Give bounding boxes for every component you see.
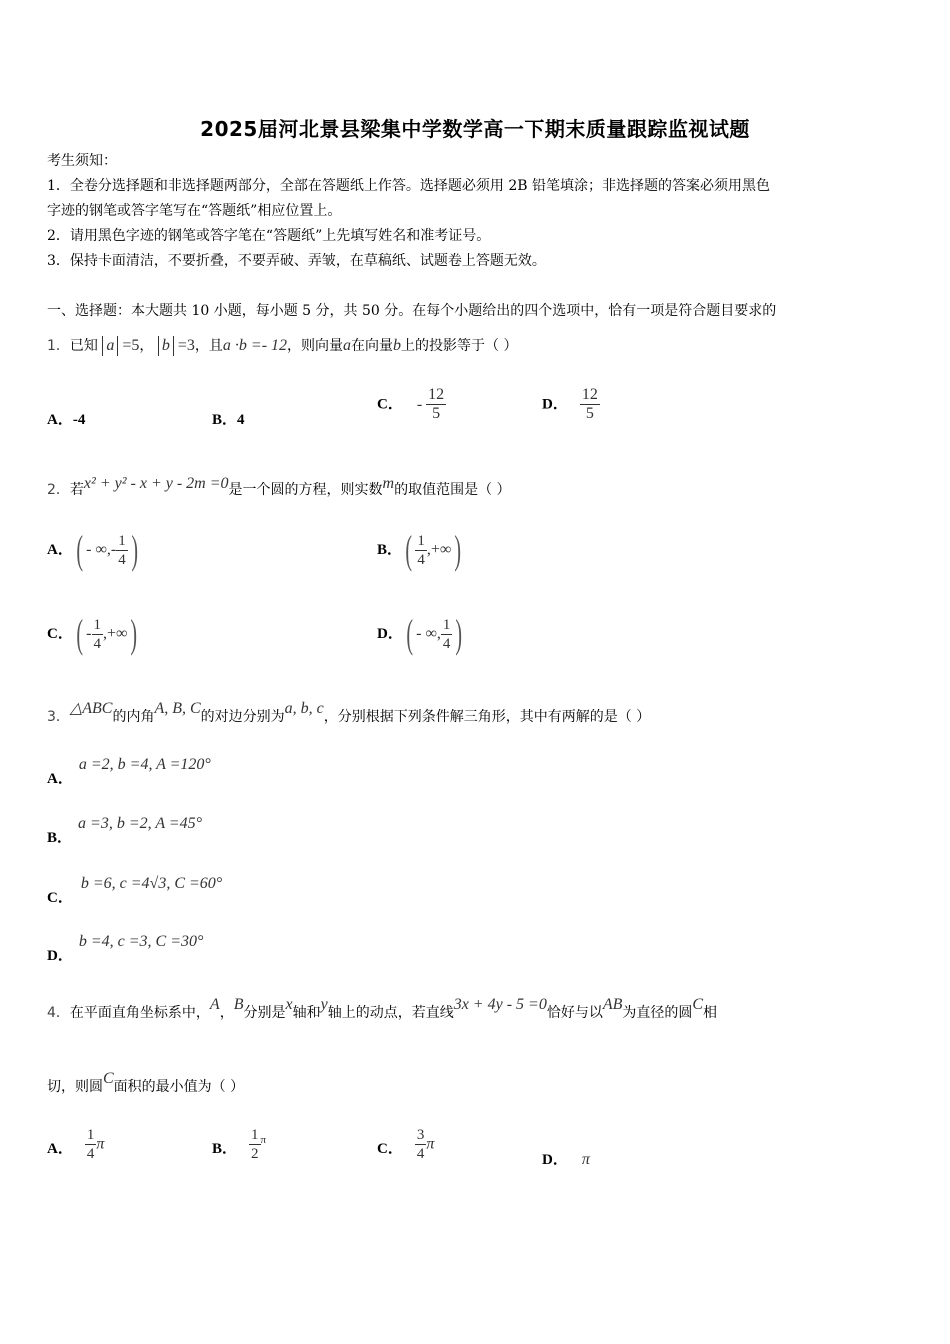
q2-option-d[interactable]: D．( - ∞, $\frac{1}{4}$ ) [377,611,463,656]
q4-text-4: 轴上的动点，若直线 [327,1005,454,1021]
notice-heading: 考生须知： [47,153,117,169]
q1-text-2: ，且 [194,338,223,354]
q3-angles: A, B, C [154,700,201,717]
q1-text-4: 在向量 [351,338,394,354]
q1-vector-a: a [343,337,352,354]
question-4-cont [47,1070,245,1099]
q4-option-a[interactable]: A． $\frac{1}{4}$ π [47,1127,105,1162]
notice-line-3: 3．保持卡面清洁，不要折叠，不要弄破、弄皱，在草稿纸、试题卷上答题无效。 [47,253,546,269]
q2-variable-m: m [382,475,395,492]
q3-option-a[interactable]: A．a =2, b =4, A =120° [47,756,211,787]
q4-option-d[interactable]: D． π [542,1151,590,1168]
q4-text-7: 相 [703,1005,718,1021]
q1-option-b[interactable]: B．4 [212,412,245,428]
q3-option-c[interactable]: C．b =6, c =4√3, C =60° [47,875,223,906]
q3-triangle: △ABC [69,700,113,717]
q2-text-3: 的取值范围是（ ） [394,482,511,498]
q2-option-c[interactable]: C．( - $\frac{1}{4}$ ,+∞) [47,611,138,656]
q1-text-5: 上的投影等于（ ） [401,338,518,354]
q4-comma: ， [219,1005,234,1021]
q2-option-b[interactable]: B．( $\frac{1}{4}$ ,+∞) [377,527,462,572]
question-3 [47,700,651,729]
q1-eq-a: =5 [118,337,140,354]
q1-text-1: 已知 [69,338,98,354]
q4-y-axis: y [320,996,328,1013]
q4-point-a: A [209,996,220,1013]
q4-circle-c-2: C [103,1070,114,1087]
q2-number: 2． [47,482,70,498]
q1-abs-b: b [158,336,174,356]
q2-text-1: 若 [69,482,84,498]
q4-text-2: 分别是 [243,1005,286,1021]
q4-option-c[interactable]: C． $\frac{3}{4}$ π [377,1127,435,1162]
q1-text-3: ，则向量 [287,338,344,354]
q2-option-a[interactable]: A．( - ∞,- $\frac{1}{4}$ ) [47,527,138,572]
q1-comma: ， [139,338,154,354]
q1-abs-a: a [102,336,118,356]
q4-text-6: 为直径的圆 [622,1005,693,1021]
q1-number: 1． [47,338,70,354]
question-1 [47,334,517,358]
q1-option-d[interactable]: D． $\frac{12}{5}$ [542,386,598,422]
q4-point-b: B [233,996,244,1013]
q4-text-9: 面积的最小值为（ ） [113,1079,245,1095]
q4-line-equation: 3x + 4y - 5 =0 [453,996,547,1013]
q4-text-8: 切，则圆 [47,1079,103,1095]
q3-text-3: ，分别根据下列条件解三角形，其中有两解的是（ ） [323,709,651,725]
notice-line-2: 2．请用黑色字迹的钢笔或答字笔在“答题纸”上先填写姓名和准考证号。 [47,228,491,244]
q1-vector-b: b [393,337,402,354]
page-title: 2025届河北景县梁集中学数学高一下期末质量跟踪监视试题 [200,117,750,141]
q2-text-2: 是一个圆的方程，则实数 [228,482,383,498]
q1-dot-product: a ·b =- 12 [222,337,288,354]
q4-option-b[interactable]: B． $\frac{1}{2}$ $^\pi$ [212,1127,267,1162]
q4-number: 4． [47,1005,70,1021]
q3-sides: a, b, c [284,700,324,717]
q3-text-2: 的对边分别为 [200,709,285,725]
q4-text-3: 轴和 [292,1005,321,1021]
notice-line-1b: 字迹的钢笔或答字笔写在“答题纸”相应位置上。 [47,203,342,219]
q1-option-a[interactable]: A．-4 [47,412,86,428]
q3-number: 3． [47,709,70,725]
q4-text-1: 在平面直角坐标系中， [69,1005,210,1021]
section-heading: 一、选择题：本大题共 10 小题，每小题 5 分，共 50 分。在每个小题给出的四个选项中，恰有一项是符合题目要求的 [47,303,777,319]
q3-option-d[interactable]: D．b =4, c =3, C =30° [47,933,204,964]
q4-text-5: 恰好与以 [546,1005,603,1021]
notice-line-1: 1．全卷分选择题和非选择题两部分，全部在答题纸上作答。选择题必须用 2B 铅笔填涂；非选择题的答案必须用黑色 [47,178,770,194]
question-4 [47,996,718,1025]
question-2 [47,475,511,502]
q4-circle-c: C [692,996,704,1013]
q1-eq-b: =3 [173,337,195,354]
q3-option-b[interactable]: B．a =3, b =2, A =45° [47,815,202,846]
q4-x-axis: x [285,996,293,1013]
q4-segment-ab: AB [602,996,623,1013]
q3-text-1: 的内角 [112,709,155,725]
q1-option-c[interactable]: C． - $\frac{12}{5}$ [377,386,445,422]
q2-equation: x² + y² - x + y - 2m =0 [83,475,229,492]
